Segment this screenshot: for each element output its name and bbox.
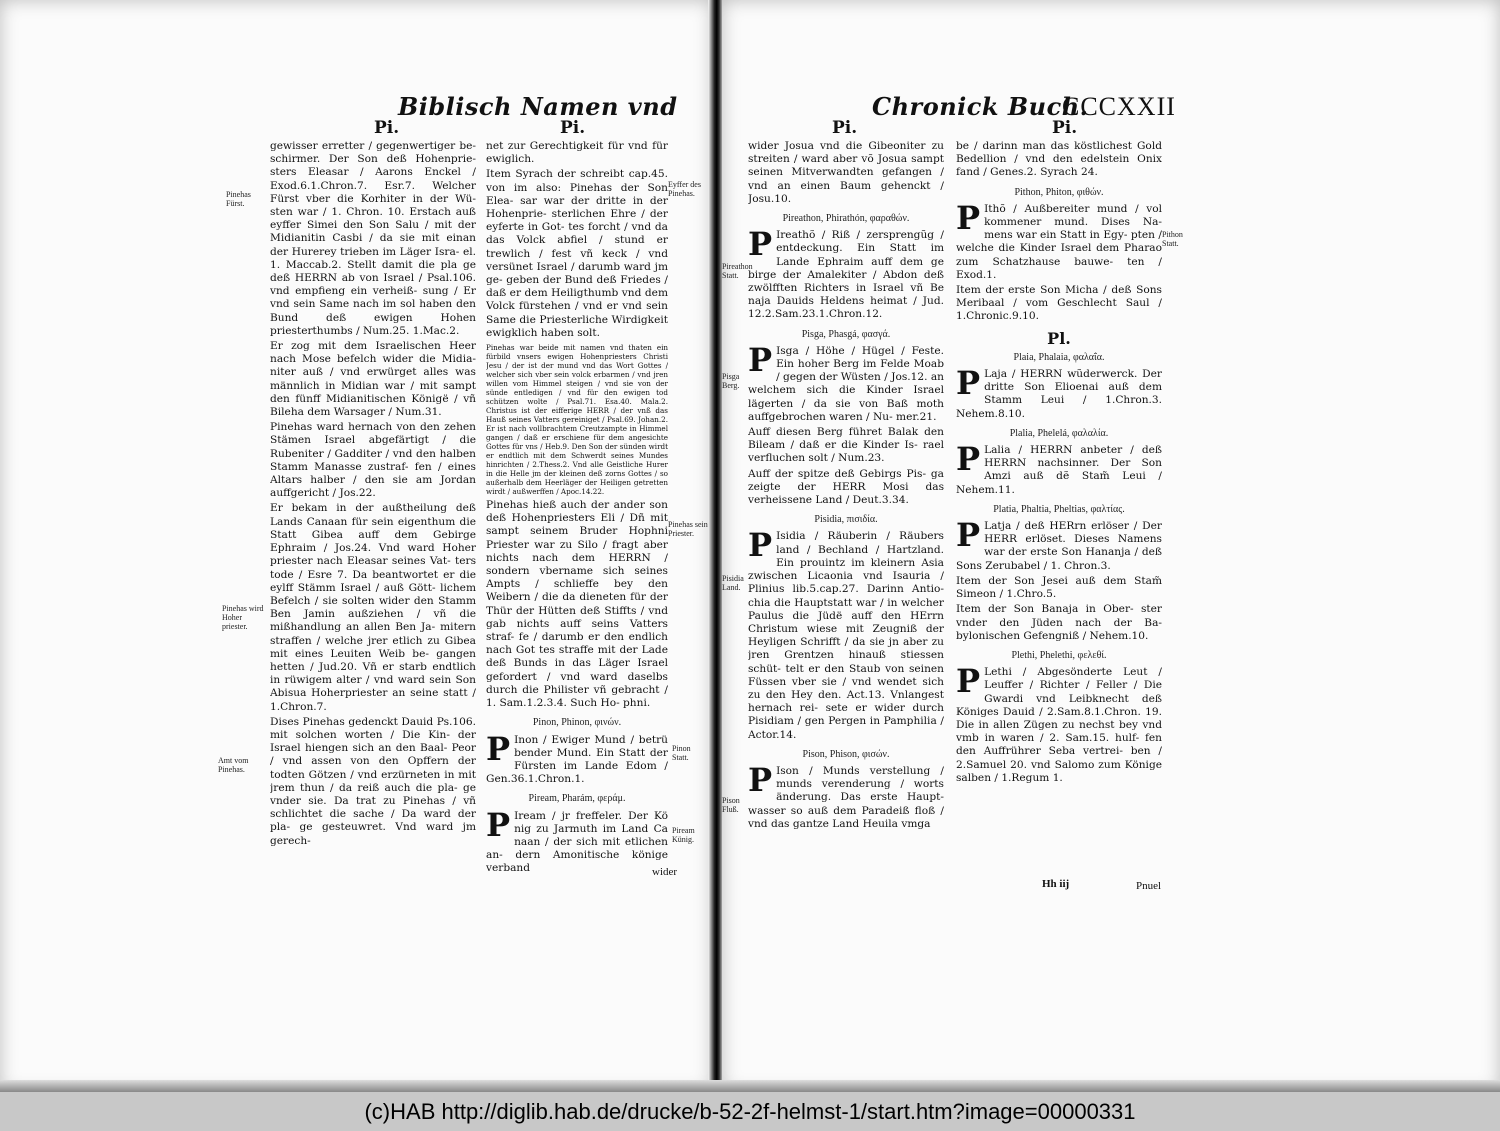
entry-text [956, 198, 1162, 282]
entry-body: Inon / Ewiger Mund / betrü bender Mund. Ein Statt der Fürsten im Lande Edom / Gen.36.1.Chron.1. [486, 733, 668, 786]
margin-note: Eyffer des Pinehas. [668, 180, 701, 198]
margin-note: Pinehas wird Hoher priester. [222, 604, 264, 631]
paragraph: Auff diesen Berg führet Balak den Bileam / daß er die Kinder Is- rael verfluchen solt / Num.23. [748, 426, 944, 465]
left-running-head: Biblisch Namen vnd [398, 92, 678, 121]
right-col1-tag: Pi. [832, 118, 858, 138]
entry-body: Lalia / HERRN anbeter / deß HERRN nachsinner. Der Son Amzi auß dẽ Stam̃ Leui / Nehem.11. [956, 444, 1162, 496]
entry-text [956, 364, 1162, 421]
entry-text [956, 440, 1162, 497]
entry-heading: Pireathon, Phirathón, φαραθών. [782, 213, 910, 225]
signature-mark: Hh iij [1042, 878, 1070, 890]
paragraph: wider Josua vnd die Gibeoniter zu streiten / ward aber võ Josua sampt seinen Mitverwandten gefangen / vnd an einen Baum gehenckt / Josu.10. [748, 140, 944, 205]
entry-heading: Pithon, Phiton, φιθών. [1014, 186, 1104, 198]
paragraph: be / darinn man das köstlichest Gold Bedellion / vnd den edelstein Onix fand / Genes.2. Syrach 24. [956, 140, 1162, 179]
paragraph: Auff der spitze deß Gebirgs Pis- ga zeigte der HERR Mosi das verheissene Land / Deut.3.34. [748, 467, 944, 507]
entry-heading: Plaia, Phalaia, φαλαΐα. [1013, 351, 1105, 363]
drop-cap: P [956, 364, 981, 403]
drop-cap: P [748, 225, 773, 264]
paragraph: Er zog mit dem Israelischen Heer nach Mose befelch wider die Midia- niter auß / vnd erwürget alles was männlich in Midian war / mit sampt den fünff Midianitischen Königë / vñ Bileha dem Warsager / Num.31. [270, 340, 476, 419]
right-column-2 [956, 140, 1162, 880]
entry-text [748, 760, 944, 831]
entry-text [956, 516, 1162, 573]
drop-cap: P [956, 516, 981, 555]
paragraph: Item der Son Jesei auß dem Stam̃ Simeon / 1.Chro.5. [956, 574, 1162, 601]
folio-number: CCCXXII [1062, 92, 1176, 121]
left-page [0, 0, 712, 1092]
margin-note: Pinehas sein Priester. [668, 520, 708, 538]
paragraph: gewisser erretter / gegenwertiger be- schirmer. Der Son deß Hohenprie- sters Eleasar / Aarons Enckel / Exod.6.1.Chron.7. Esr.7. Welcher Fürst vber die Korhiter in der Wü- sten war / 1. Chron. 10. Erstach auß eyffer Simei den Son Salu / mit der Midianitin Casbi / da sie mit einan der Hurerey trieben im Läger Isra- el. 1. Maccab.2. Stellt damit die pla ge deß HERRN ab von Israel / Psal.106. vnd empfieng ein verheiß- sung / Er vnd sein Same nach im sol haben den Bund deß ewigen Hohen priesterthumbs / Num.25. 1.Mac.2. [270, 140, 476, 337]
left-col1-tag: Pi. [374, 118, 400, 138]
margin-note: Pisga Berg. [722, 372, 740, 390]
paragraph: Item Syrach der schreibt cap.45. von im also: Pinehas der Son Elea- sar war der dritte in der Hohenprie- sterlichen Ehre / der eyferte in Got- tes forcht / vnd da das Volck abfiel / stund er trewlich / fest vñ keck / vnd versünet Israel / darumb ward jm ge- geben der Bund deß Friedes / daß er dem Heiligthumb vnd dem Volck fürstehen / vnd er vnd sein Same die Priesterliche Wirdigkeit ewigklich haben solt. [486, 168, 668, 339]
catchword: Pnuel [1136, 880, 1162, 892]
right-page [722, 0, 1500, 1092]
margin-note: Pinehas Fürst. [226, 190, 251, 208]
paragraph: Item der Son Banaja in Ober- ster vnder den Jüden nach der Ba- bylonischen Gefengniß / Nehem.10. [956, 603, 1162, 642]
left-column-1 [270, 140, 476, 880]
margin-note: Pinon Statt. [672, 744, 691, 762]
entry-body: Isga / Höhe / Hügel / Feste. Ein hoher Berg im Felde Moab / gegen der Wüsten / Jos.12. an welchem sich die Kinder Israel lägerten / da sie von Baß moth auffgebrochen waren / Nu- mer.21. [748, 344, 944, 423]
entry-body: Iream / jr freffeler. Der Kö nig zu Jarmuth im Land Ca naan / der sich mit etlichen an- dern Amonitische könige verband [486, 809, 668, 875]
entry-heading: Pisidia, πισιδία. [814, 514, 878, 526]
paragraph: net zur Gerechtigkeit für vnd für ewiglich. [486, 140, 668, 166]
drop-cap: P [748, 760, 773, 799]
entry-text [748, 225, 944, 321]
paragraph: Item der erste Son Micha / deß Sons Meribaal / vom Geschlecht Saul / 1.Chronic.9.10. [956, 284, 1162, 323]
entry-text [486, 729, 668, 787]
entry-heading: Pinon, Phinon, φινών. [532, 717, 622, 729]
entry-body: Laja / HERRN wũderwerck. Der dritte Son Elioenai auß dem Stamm Leui / 1.Chron.3. Nehem.8.10. [956, 368, 1162, 420]
right-column-1 [748, 140, 944, 880]
page-bottom-edge [0, 1080, 1500, 1092]
section-heading: Pl. [1047, 328, 1071, 348]
commentary-note: Pinehas war beide mit namen vnd thaten ein fürbild vnsers ewigen Hohenpriesters Christi Jesu / der ist der mund vnd das Wort Gottes / welcher sich vber sein volck erbarmen / vnd jren willen vom Himmel steigen / vnd sie von der sünde entledigen / vnd für den ewigen tod schützen wolte / Psal.71. Esa.40. Mala.2. Christus ist der eifferige HERR / der vnß das Hauß seines Vatters gereiniget / Psal.69. Johan.2. Er ist nach vollbrachtem Creutzampte in Himmel gangen / daß er erschiene für dem angesichte Gottes für vns / Heb.9. Den Son der sünden wirdt er endtlich mit dem Schwerdt seines Mundes hinrichten / 2.Thess.2. Vnd alle Geistliche Hurer in die Helle jm der kleinen deß zorns Gottes / so außerhalb dem Heerläger der Heiligen getretten wirdt / außwerffen / Apoc.14.22. [486, 343, 668, 497]
right-running-head: Chronick Buch. [872, 92, 1089, 121]
entry-text [748, 526, 944, 741]
entry-heading: Platia, Phaltia, Pheltias, φαλτίας. [993, 503, 1125, 515]
margin-note: Pisidia Land. [722, 574, 744, 592]
entry-body: Lethi / Abgesönderte Leut / Leuffer / Richter / Feller / Die Gwardi vnd Leibknecht deß Königes Dauid / 2.Sam.8.1.Chron. 19. Die in allen Zügen zu nechst bey vnd vmb in waren / 2. Sam.15. hulf- fen den Auffrührer Seba vertrei- ben / 2.Samuel 20. vnd Salomo zum Könige salben / 1.Regum 1. [956, 666, 1162, 784]
credit-bar [0, 1092, 1500, 1131]
drop-cap: P [956, 198, 981, 237]
margin-note: Pithon Statt. [1162, 230, 1183, 248]
drop-cap: P [956, 662, 981, 701]
right-col2-tag: Pi. [1052, 118, 1078, 138]
entry-body: Latja / deß HERrn erlöser / Der HERR erlöset. Dieses Namens war der erste Son Hananja / deß Sons Zerubabel / 1. Chron.3. [956, 520, 1162, 572]
margin-note: Piream Künig. [672, 826, 695, 844]
drop-cap: P [486, 805, 511, 844]
left-col2-tag: Pi. [560, 118, 586, 138]
entry-body: Isidia / Räuberin / Räubers land / Bechland / Hartzland. Ein prouintz im kleinern Asia zwischen Licaonia vnd Isauria / Plinius lib.5.cap.27. Darinn Antio- chia die Hauptstatt war / in welcher Paulus die Jüdë auff den HErrn Christum wiese mit Zeugniß der Heyligen Schrifft / da sie jn aber zu jren Grentzen hinauß stiessen schüt- telt er den Staub von seinen Füssen vber sie / vnd wendet sich zu den Hey den. Act.13. Vnlangest hernach rei- sete er wider durch Pisidiam / gen Pergen in Pamphilia / Actor.14. [748, 530, 944, 741]
credit-text: (c)HAB http://diglib.hab.de/drucke/b-52-2f-helmst-1/start.htm?image=00000331 [364, 1098, 1136, 1124]
margin-note: Pireathon Statt. [722, 262, 753, 280]
entry-heading: Piream, Pharám, φεράμ. [528, 793, 626, 805]
entry-text [486, 805, 668, 876]
catchword: wider [652, 866, 678, 878]
drop-cap: P [748, 340, 773, 379]
entry-body: Ireathõ / Riß / zersprengũg / entdeckung. Ein Statt im Lande Ephraim auff dem ge birge der Amalekiter / Abdon deß zwölfften Richters in Israel vñ Be naja Dauids Heldens heimat / Jud. 12.2.Sam.23.1.Chron.12. [748, 229, 944, 321]
entry-text [956, 662, 1162, 785]
entry-body: Ithõ / Außbereiter mund / vol kommener mund. Dises Na- mens war ein Statt in Egy- pten / welche die Kinder Israel dem Pharao zum Schatzhause bauwe- ten / Exod.1. [956, 202, 1162, 281]
margin-note: Pison Fluß. [722, 796, 740, 814]
entry-body: Ison / Munds verstellung / munds verenderung / worts änderung. Das erste Haupt- wasser so auß dem Paradeiß floß / vnd das gantze Land Heuila vmga [748, 764, 944, 830]
margin-note: Amt vom Pinehas. [218, 756, 249, 774]
entry-heading: Plalia, Phelelá, φαλαλία. [1009, 427, 1109, 439]
entry-heading: Pisga, Phasgá, φασγά. [801, 328, 891, 340]
entry-text [748, 340, 944, 424]
left-column-2 [486, 140, 668, 880]
paragraph: Dises Pinehas gedenckt Dauid Ps.106. mit solchen worten / Die Kin- der Israel hiengen sich an den Baal- Peor / vnd assen von den Opffern der todten Götzen / vnd erzürneten in mit jrem thun / da reiß auch die pla- ge vnder sie. Da trat zu Pinehas / vñ schlichtet die sache / Da ward der pla- ge gesteuwret. Vnd ward jm gerech- [270, 715, 476, 847]
paragraph: Er bekam in der außtheilung deß Lands Canaan für sein eigenthum die Statt Gibea auff dem Gebirge Ephraim / Jos.24. Vnd ward Hoher priester nach Eleasar seines Vat- ters tode / Esre 7. Da beantwortet er die eylff Stämm Israel / auß Gött- lichem Befelch / sie solten wider den Stamm Ben Jamin außziehen / vñ die mißhandlung an allen Ben Ja- mitern straffen / welche jrer etlich zu Gibea mit eines Leuiten Weib be- gangen hetten / Jud.20. Vñ er starb endtlich in rüwigem alter / vnd ward sein Son Abisua Hoherpriester an seine statt / 1.Chron.7. [270, 502, 476, 713]
paragraph: Pinehas ward hernach von den zehen Stämen Israel abgefärtigt / die Rubeniter / Gadditer / vnd den halben Stamm Manasse zustraf- fen / eines Altars halber / den sie am Jordan auffgericht / Jos.22. [270, 421, 476, 500]
drop-cap: P [956, 440, 981, 479]
entry-heading: Plethi, Phelethi, φελεθί. [1011, 649, 1107, 661]
drop-cap: P [486, 729, 511, 768]
drop-cap: P [748, 526, 773, 565]
paragraph: Pinehas hieß auch der ander son deß Hohenpriesters Eli / Dñ mit sampt seinem Bruder Hophni Priester war zu Silo / fragt aber nichts nach dem HERRN / sondern vbername sich seines Ampts / schlieffe bey den Weibern / die da dieneten für der Thür der Hütten deß Stiffts / vnd gab nichts auff seins Vatters straf- fe / darumb er den endlich nach Got tes straffe mit der Lade deß Bunds in das Läger Israel gefordert / vnd ward daselbs durch die Philister vñ gebracht / 1. Sam.1.2.3.4. Such Ho- phni. [486, 499, 668, 710]
entry-heading: Pison, Phison, φισών. [802, 748, 890, 760]
